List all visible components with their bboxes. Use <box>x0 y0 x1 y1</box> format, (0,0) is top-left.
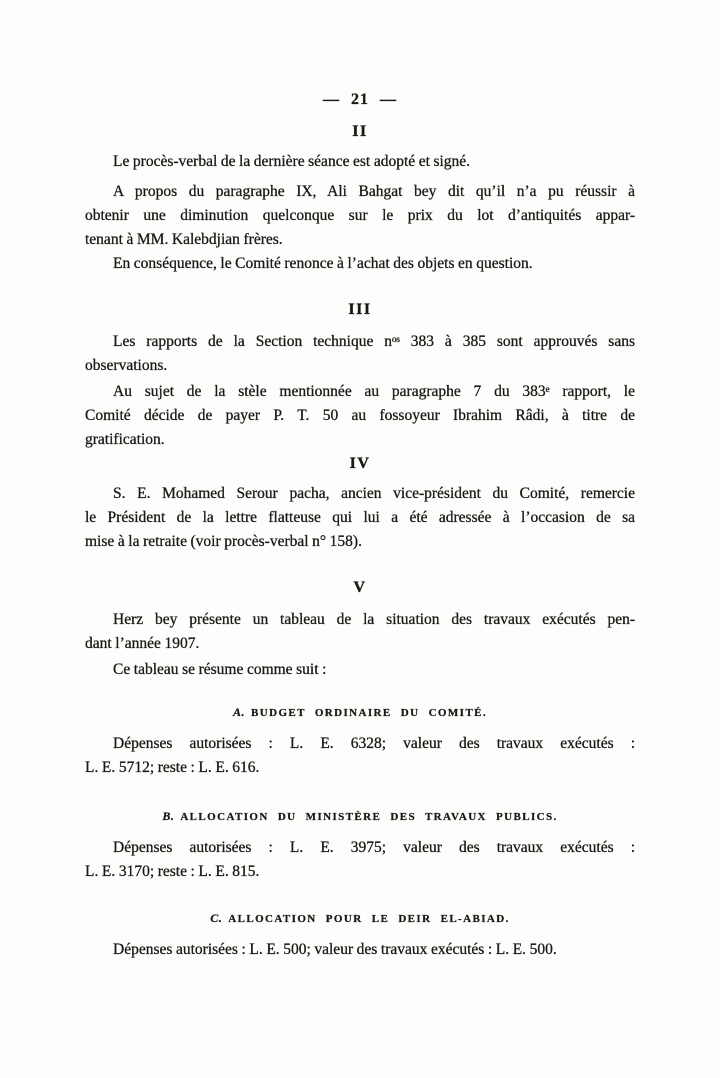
section-numeral: IV <box>349 455 371 472</box>
text-line: Dépenses autorisées : L. E. 500; valeur des travaux exécutés : L. E. 500. <box>113 941 557 958</box>
subsection-heading <box>85 704 635 720</box>
paragraph <box>85 380 635 452</box>
subsection-heading <box>85 808 635 824</box>
text-line: A propos du paragraphe IX, Ali Bahgat bey dit qu’il n’a pu réussir à <box>113 183 635 200</box>
paragraph <box>85 836 635 884</box>
text-line: Au sujet de la stèle mentionnée au paragraphe 7 du 383ᵉ rapport, le <box>113 383 635 400</box>
subsection-letter: B. <box>162 809 175 823</box>
paragraph <box>85 732 635 780</box>
paragraph <box>85 330 635 378</box>
section-numeral: III <box>348 301 372 318</box>
text-line: S. E. Mohamed Serour pacha, ancien vice-président du Comité, remercie <box>113 485 635 502</box>
text-line: Les rapports de la Section technique nᵒˢ 383 à 385 sont approuvés sans <box>113 333 635 350</box>
paragraph <box>85 150 635 174</box>
text-line: le Président de la lettre flatteuse qui lui a été adressée à l’occasion de sa <box>85 509 635 526</box>
section-numeral: II <box>352 123 368 140</box>
subsection-letter: A. <box>233 705 246 719</box>
text-line: Ce tableau se résume comme suit : <box>113 661 327 678</box>
text-line: Herz bey présente un tableau de la situation des travaux exécutés pen- <box>113 611 635 628</box>
text-line: tenant à MM. Kalebdjian frères. <box>85 231 283 248</box>
subsection-title: BUDGET ORDINAIRE DU COMITÉ. <box>251 707 487 719</box>
text-block <box>85 0 635 962</box>
page-number: — 21 — <box>323 91 397 108</box>
paragraph <box>85 608 635 656</box>
text-line: dant l’année 1907. <box>85 635 200 652</box>
text-line: mise à la retraite (voir procès-verbal n° 158). <box>85 533 362 550</box>
subsection-letter: C. <box>210 911 223 925</box>
paragraph <box>85 252 635 276</box>
text-line: Dépenses autorisées : L. E. 6328; valeur des travaux exécutés : <box>113 735 635 752</box>
paragraph <box>85 482 635 554</box>
text-line: En conséquence, le Comité renonce à l’achat des objets en question. <box>113 255 533 272</box>
text-line: L. E. 5712; reste : L. E. 616. <box>85 759 260 776</box>
text-line: gratification. <box>85 431 165 448</box>
document-body <box>85 120 635 962</box>
text-line: L. E. 3170; reste : L. E. 815. <box>85 863 260 880</box>
section-numeral: V <box>353 579 367 596</box>
subsection-heading <box>85 910 635 926</box>
text-line: Le procès-verbal de la dernière séance est adopté et signé. <box>113 153 471 170</box>
paragraph <box>85 938 635 962</box>
text-line: obtenir une diminution quelconque sur le prix du lot d’antiquités appar- <box>85 207 635 224</box>
text-line: Dépenses autorisées : L. E. 3975; valeur des travaux exécutés : <box>113 839 635 856</box>
subsection-title: ALLOCATION POUR LE DEIR EL-ABIAD. <box>228 913 510 925</box>
paragraph <box>85 180 635 252</box>
paragraph <box>85 658 635 682</box>
text-line: Comité décide de payer P. T. 50 au fossoyeur Ibrahim Râdi, à titre de <box>85 407 635 424</box>
subsection-title: ALLOCATION DU MINISTÈRE DES TRAVAUX PUBLICS. <box>180 811 558 823</box>
text-line: observations. <box>85 357 168 374</box>
